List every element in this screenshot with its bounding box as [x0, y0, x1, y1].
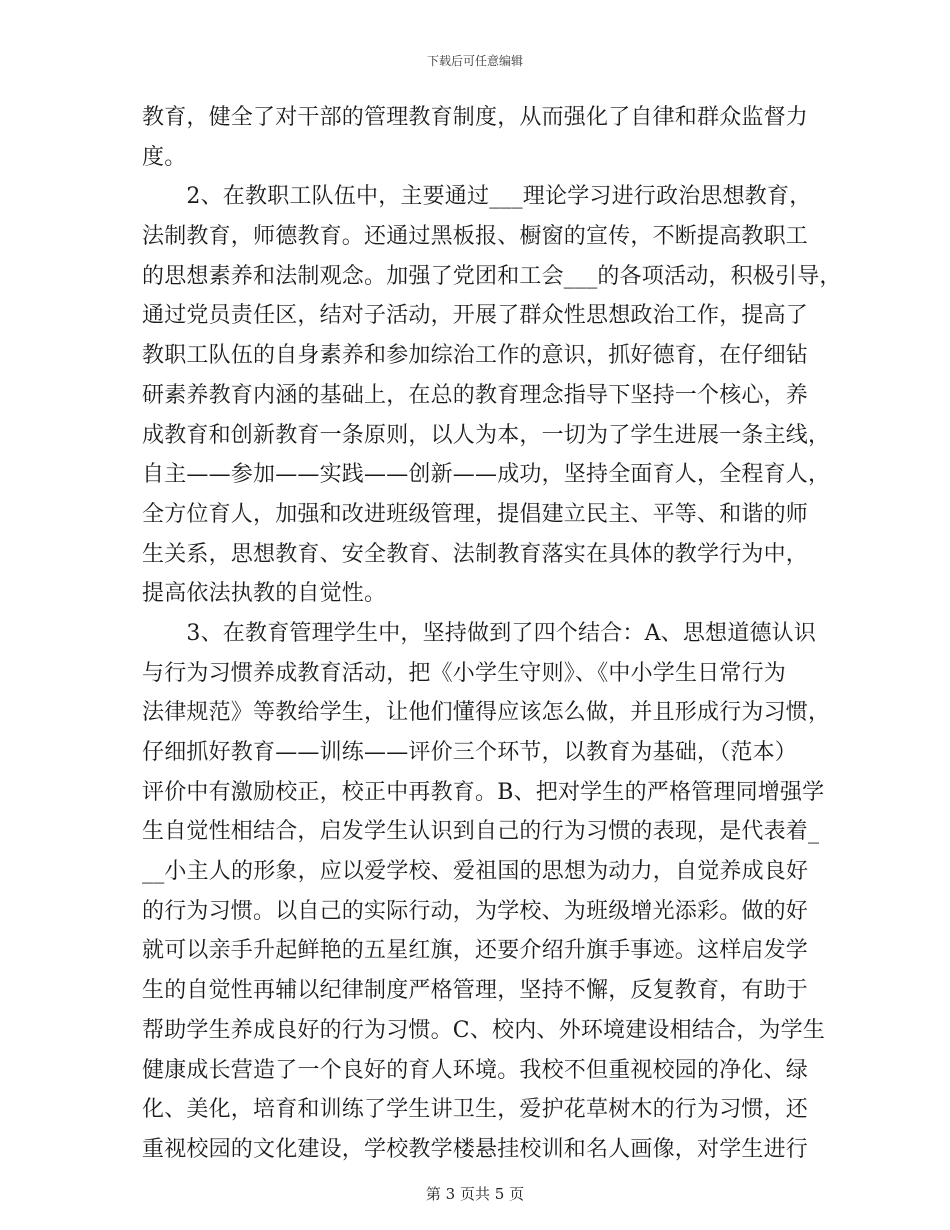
text-line: 通过党员责任区，结对子活动，开展了群众性思想政治工作，提高了 [142, 303, 809, 329]
page-header: 下载后可任意编辑 [426, 54, 523, 68]
text-line: 教育，健全了对干部的管理教育制度，从而强化了自律和群众监督力 [142, 105, 809, 130]
text-line: 帮助学生养成良好的行为习惯。C、校内、外环境建设相结合，为学生 [142, 1017, 826, 1043]
page-number: 第 3 页共 5 页 [425, 1185, 525, 1203]
text-line: 化、美化，培育和训练了学生讲卫生，爱护花草树木的行为习惯，还 [142, 1097, 809, 1123]
text-line: 法制教育，师德教育。还通过黑板报、橱窗的宣传，不断提高教职工 [142, 224, 809, 250]
text-line: 成教育和创新教育一条原则，以人为本，一切为了学生进展一条主线， [142, 422, 831, 448]
text-line: 全方位育人，加强和改进班级管理，提倡建立民主、平等、和谐的师 [142, 501, 809, 527]
text-line: 的思想素养和法制观念。加强了党团和工会___的各项活动，积极引导， [142, 263, 842, 289]
text-line: 法律规范》等教给学生，让他们懂得应该怎么做，并且形成行为习惯， [142, 700, 831, 726]
text-line: 评价中有激励校正，校正中再教育。B、把对学生的严格管理同增强学 [142, 779, 825, 805]
text-line: 度。 [142, 144, 187, 170]
text-line: 自主——参加——实践——创新——成功，坚持全面育人，全程育人， [142, 462, 831, 488]
text-line: 生关系，思想教育、安全教育、法制教育落实在具体的教学行为中， [142, 541, 809, 567]
text-line: __小主人的形象，应以爱学校、爱祖国的思想为动力，自觉养成良好 [142, 859, 809, 885]
text-line: 的行为习惯。以自己的实际行动，为学校、为班级增光添彩。做的好 [142, 898, 809, 924]
text-line: 教职工队伍的自身素养和参加综治工作的意识，抓好德育，在仔细钻 [142, 343, 809, 369]
text-line: 就可以亲手升起鲜艳的五星红旗，还要介绍升旗手事迹。这样启发学 [142, 938, 809, 964]
text-line: 提高依法执教的自觉性。 [142, 581, 387, 607]
text-line: 生自觉性相结合，启发学生认识到自己的行为习惯的表现，是代表着_ [142, 819, 820, 845]
text-line: 健康成长营造了一个良好的育人环境。我校不但重视校园的净化、绿 [142, 1057, 809, 1083]
text-line: 研素养教育内涵的基础上，在总的教育理念指导下坚持一个核心，养 [142, 382, 809, 408]
text-line: 2、在教职工队伍中，主要通过___理论学习进行政治思想教育， [142, 184, 812, 210]
text-line: 仔细抓好教育——训练——评价三个环节，以教育为基础，（范本） [142, 740, 798, 765]
document-body [142, 98, 842, 1170]
text-line: 与行为习惯养成教育活动，把《小学生守则》、《中小学生日常行为 [142, 660, 787, 686]
text-line: 3、在教育管理学生中，坚持做到了四个结合：A、思想道德认识 [142, 620, 817, 646]
text-line: 重视校园的文化建设，学校教学楼悬挂校训和名人画像，对学生进行 [142, 1136, 809, 1162]
text-line: 生的自觉性再辅以纪律制度严格管理，坚持不懈，反复教育，有助于 [142, 978, 809, 1004]
